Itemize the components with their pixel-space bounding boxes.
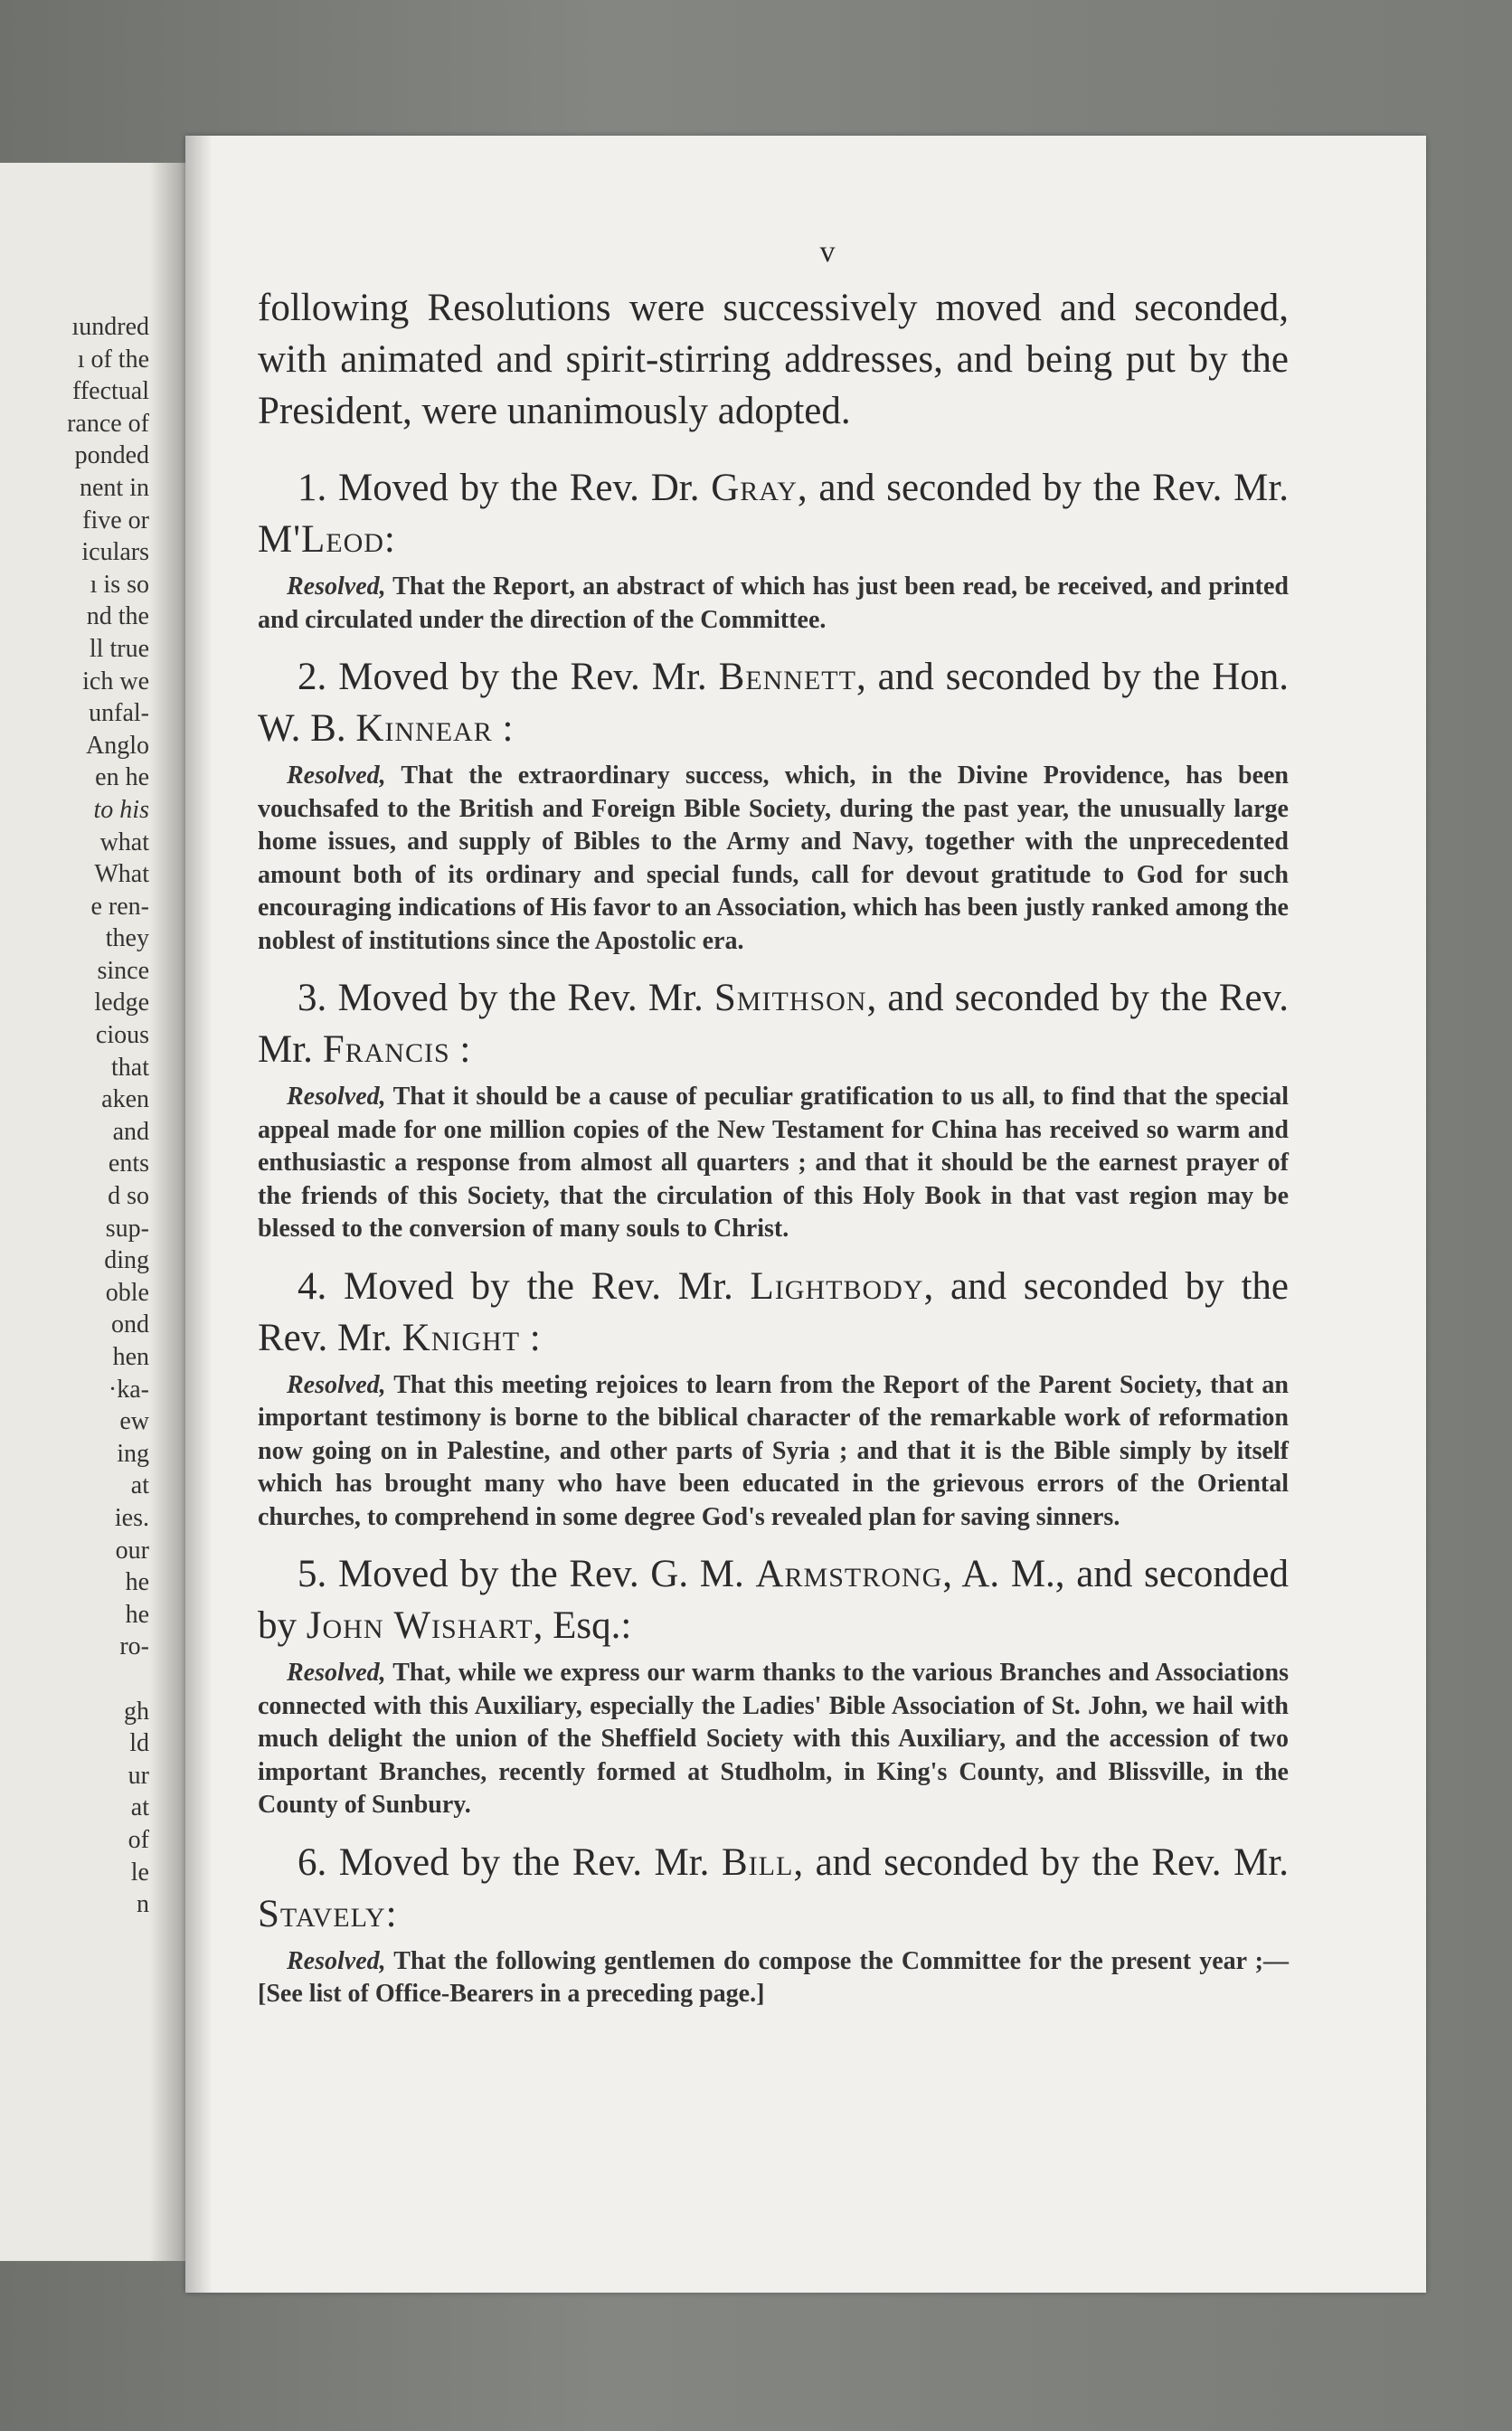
right-gutter-shadow (185, 136, 213, 2293)
resolved-label: Resolved, (287, 1083, 386, 1111)
left-page-line: that (111, 1053, 149, 1082)
left-page-line: le (130, 1858, 149, 1887)
motion-prefix: Moved by the Rev. G. M. (337, 1553, 744, 1595)
left-page-line: he (125, 1568, 149, 1597)
motion-number: 5. (298, 1553, 327, 1595)
motion-suffix: : (449, 1028, 471, 1071)
resolution-text (258, 1657, 1289, 1822)
left-gutter-shadow (149, 163, 185, 2261)
left-page-line: at (130, 1471, 149, 1500)
motion-middle: , A. M., and seconded by (258, 1553, 1290, 1647)
motion-item (258, 651, 1289, 958)
resolved-label: Resolved, (287, 1946, 386, 1975)
left-page-line: ffectual (72, 377, 149, 406)
motions-list (258, 462, 1289, 2011)
left-page-line: unfal- (89, 699, 149, 728)
motion-middle: , and seconded by the Rev. Mr. (797, 467, 1290, 509)
left-page-line: five or (82, 506, 149, 534)
left-page-line: ledge (94, 988, 149, 1017)
motion-suffix: : (385, 1892, 397, 1935)
left-page-line: they (105, 924, 149, 953)
left-page-line: our (115, 1536, 149, 1565)
left-page-line: ıundred (71, 313, 149, 341)
seconder-name: Knight (402, 1316, 521, 1359)
left-page-line: ich we (82, 667, 149, 695)
left-page-line: since (97, 956, 149, 985)
left-page-line: sup- (105, 1214, 149, 1243)
left-page-line: Anglo (86, 731, 149, 760)
left-page-line: ents (108, 1149, 149, 1178)
resolved-label: Resolved, (287, 761, 386, 790)
seconder-name: Kinnear (355, 707, 493, 750)
motion-item (258, 462, 1289, 637)
mover-name: Bill (721, 1840, 794, 1884)
left-page-line: and (112, 1117, 149, 1146)
motion-item (258, 1837, 1289, 2011)
left-page-line: ·ka- (108, 1375, 149, 1404)
motion-prefix: Moved by the Rev. Mr. (338, 1840, 710, 1884)
motion-suffix: : (383, 518, 395, 561)
resolved-label: Resolved, (287, 1659, 386, 1687)
left-page-line: nent in (80, 473, 149, 502)
seconder-name: John Wishart (306, 1604, 534, 1647)
left-page-line: he (125, 1600, 149, 1629)
left-page-line: ing (117, 1439, 149, 1468)
left-page-line: ld (129, 1729, 149, 1758)
left-page-line: n (137, 1890, 149, 1919)
left-page-line: ew (119, 1407, 149, 1436)
left-page-line (0, 1663, 149, 1696)
motion-item (258, 1261, 1289, 1535)
mover-name: Lightbody (750, 1264, 924, 1308)
left-page-line: en he (95, 763, 149, 792)
left-page-line: cious (95, 1021, 149, 1050)
left-page-line: of (128, 1825, 149, 1854)
motion-heading (258, 972, 1289, 1075)
left-page-line: nd the (86, 602, 149, 631)
motion-prefix: Moved by the Rev. Mr. (344, 1264, 733, 1308)
resolution-body: That the Report, an abstract of which has just been read, be received, and printed and circulated under the direction of the Committee. (258, 572, 1289, 634)
resolution-text (258, 571, 1289, 637)
left-page-line: iculars (81, 538, 149, 567)
resolution-body: That the following gentlemen do compose the Committee for the present year ;—[See list of Office-Bearers in a preceding page.] (258, 1946, 1289, 2008)
resolution-body: That, while we express our warm thanks to the various Branches and Associations connected with this Auxiliary, especially the Ladies' Bible Association of St. John, we hail with much delight the union of the Sheffield Society with this Auxiliary, and the accession of two important Branches, recently formed at Studholm, in King's County, and Blissville, in the County of Sunbury. (258, 1659, 1289, 1819)
motion-prefix: Moved by the Rev. Dr. (338, 467, 700, 509)
motion-number: 6. (298, 1840, 327, 1884)
mover-name: Armstrong (755, 1553, 943, 1595)
left-page-line: ll true (89, 634, 149, 663)
seconder-name: Francis (322, 1028, 450, 1071)
mover-name: Gray (711, 467, 798, 509)
motion-middle: , and seconded by the Hon. W. B. (258, 656, 1290, 750)
resolution-text (258, 1945, 1289, 2011)
left-page-text (0, 311, 149, 1921)
motion-suffix: : (492, 707, 514, 750)
left-page (0, 163, 185, 2261)
left-page-line: to his (93, 795, 149, 824)
resolution-body: That this meeting rejoices to learn from the Report of the Parent Society, that an important testimony is borne to the biblical character of the remarkable work of reformation now going on in Palestine, and other parts of Syria ; and that it is the Bible simply by itself which has brought many who have been educated in the grievous errors of the Oriental churches, to comprehend in some degree God's revealed plan for saving sinners. (258, 1370, 1289, 1531)
resolution-body: That the extraordinary success, which, in the Divine Providence, has been vouchsafed to the British and Foreign Bible Society, during the past year, the unusually large home issues, and supply of Bibles to the Army and Navy, together with the unprecedented amount both of its ordinary and special funds, call for devout gratitude to God for such encouraging indications of His favor to an Association, which has been justly ranked among the noblest of institutions since the Apostolic era. (258, 761, 1289, 955)
resolution-text (258, 1369, 1289, 1535)
motion-middle: , and seconded by the Rev. Mr. (793, 1840, 1290, 1884)
intro-paragraph: following Resolutions were successively moved and seconded, with animated and spirit-stirring addresses, and being put by the President, were unanimously adopted. (258, 287, 1289, 432)
seconder-name: M'Leod (258, 518, 384, 561)
resolved-label: Resolved, (287, 572, 386, 601)
motion-number: 2. (298, 656, 327, 698)
resolved-label: Resolved, (287, 1370, 386, 1399)
mover-name: Smithson (713, 977, 867, 1019)
left-page-line: ond (111, 1310, 149, 1339)
motion-number: 3. (298, 977, 327, 1019)
resolution-text (258, 1081, 1289, 1246)
resolution-body: That it should be a cause of peculiar gratification to us all, to find that the special appeal made for one million copies of the New Testament for China has received so warm and enthusiastic a response from almost all quarters ; and that it should be the earnest prayer of the friends of this Society, that the circulation of this Holy Book in that vast region may be blessed to the conversion of many souls to Christ. (258, 1083, 1289, 1243)
left-page-line: ro- (119, 1632, 149, 1661)
left-page-line: ding (104, 1246, 149, 1275)
left-page-line: d so (108, 1182, 149, 1211)
motion-suffix: : (520, 1316, 541, 1359)
left-page-line: ur (128, 1761, 149, 1790)
left-page-line: ies. (114, 1503, 149, 1532)
left-page-line: e ren- (90, 892, 149, 921)
motion-heading (258, 462, 1289, 565)
left-page-line: hen (112, 1343, 149, 1371)
motion-prefix: Moved by the Rev. Mr. (337, 977, 704, 1019)
motion-heading (258, 651, 1289, 754)
left-page-line: gh (124, 1697, 149, 1726)
left-page-line: ponded (74, 441, 149, 470)
seconder-name: Stavely (258, 1892, 386, 1935)
resolution-text (258, 760, 1289, 958)
motion-number: 1. (298, 467, 327, 509)
motion-suffix: , Esq.: (533, 1604, 632, 1647)
mover-name: Bennett (718, 656, 856, 698)
left-page-line: ı of the (77, 345, 149, 374)
left-page-line: rance of (67, 409, 149, 438)
page-number: v (819, 235, 836, 269)
left-page-line: ı is so (90, 570, 149, 599)
motion-middle: , and seconded by the Rev. Mr. (258, 977, 1289, 1071)
left-page-line: oble (105, 1278, 149, 1307)
motion-item (258, 972, 1289, 1246)
motion-heading (258, 1837, 1289, 1940)
motion-prefix: Moved by the Rev. Mr. (338, 656, 707, 698)
left-page-line: what (99, 828, 149, 856)
left-page-line: at (130, 1793, 149, 1822)
page-content (258, 235, 1289, 2026)
motion-item (258, 1548, 1289, 1822)
motion-heading (258, 1261, 1289, 1364)
motion-number: 4. (298, 1264, 327, 1308)
right-page (185, 136, 1426, 2293)
motion-middle: , and seconded by the Rev. Mr. (258, 1264, 1289, 1359)
left-page-line: aken (101, 1085, 149, 1114)
motion-heading (258, 1548, 1289, 1651)
left-page-line: What (94, 860, 149, 889)
